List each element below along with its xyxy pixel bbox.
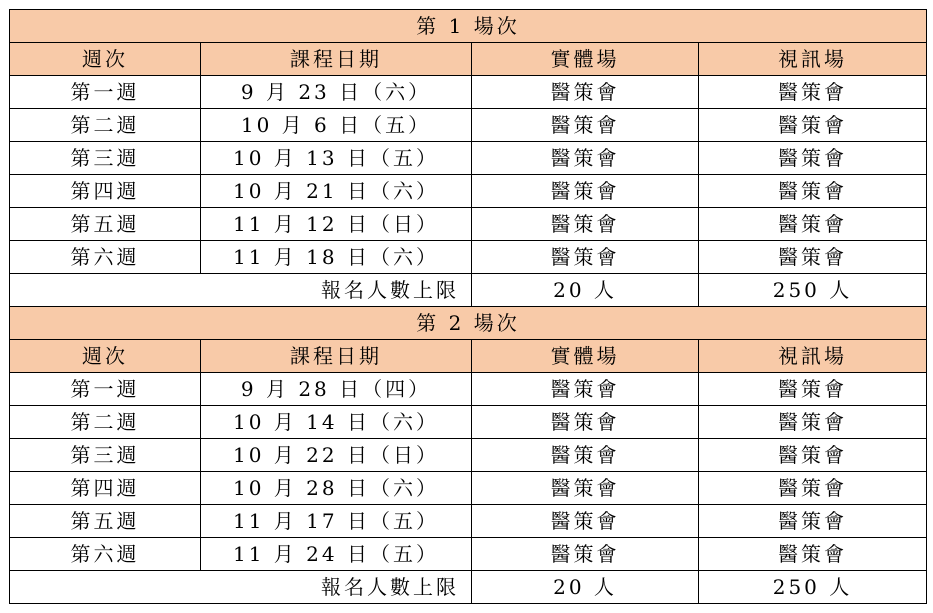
week-cell: 第五週 — [10, 505, 201, 538]
table-row — [10, 439, 927, 472]
video-venue-cell: 醫策會 — [699, 142, 927, 175]
week-cell: 第六週 — [10, 538, 201, 571]
video-venue-cell: 醫策會 — [699, 208, 927, 241]
table-row — [10, 538, 927, 571]
table-row — [10, 142, 927, 175]
header-physical: 實體場 — [472, 340, 699, 373]
column-header-row — [10, 43, 927, 76]
physical-limit-cell: 20 人 — [472, 571, 699, 604]
week-cell: 第六週 — [10, 241, 201, 274]
physical-venue-cell: 醫策會 — [472, 208, 699, 241]
enrollment-limit-label: 報名人數上限 — [10, 571, 472, 604]
week-cell: 第三週 — [10, 142, 201, 175]
video-venue-cell: 醫策會 — [699, 241, 927, 274]
table-row — [10, 472, 927, 505]
week-cell: 第一週 — [10, 76, 201, 109]
course-schedule-table — [9, 9, 927, 604]
header-video: 視訊場 — [699, 340, 927, 373]
physical-venue-cell: 醫策會 — [472, 538, 699, 571]
table-row — [10, 241, 927, 274]
date-cell: 11 月 12 日（日） — [201, 208, 472, 241]
table-row — [10, 109, 927, 142]
date-cell: 10 月 21 日（六） — [201, 175, 472, 208]
physical-venue-cell: 醫策會 — [472, 505, 699, 538]
header-week: 週次 — [10, 43, 201, 76]
date-cell: 10 月 22 日（日） — [201, 439, 472, 472]
header-physical: 實體場 — [472, 43, 699, 76]
week-cell: 第二週 — [10, 406, 201, 439]
video-limit-cell: 250 人 — [699, 274, 927, 307]
week-cell: 第四週 — [10, 472, 201, 505]
video-venue-cell: 醫策會 — [699, 505, 927, 538]
video-venue-cell: 醫策會 — [699, 373, 927, 406]
header-date: 課程日期 — [201, 43, 472, 76]
video-venue-cell: 醫策會 — [699, 538, 927, 571]
physical-venue-cell: 醫策會 — [472, 241, 699, 274]
session-title-row — [10, 307, 927, 340]
video-venue-cell: 醫策會 — [699, 472, 927, 505]
table-row — [10, 76, 927, 109]
date-cell: 11 月 18 日（六） — [201, 241, 472, 274]
physical-venue-cell: 醫策會 — [472, 439, 699, 472]
date-cell: 9 月 23 日（六） — [201, 76, 472, 109]
enrollment-limit-row — [10, 274, 927, 307]
date-cell: 10 月 14 日（六） — [201, 406, 472, 439]
table-row — [10, 406, 927, 439]
video-venue-cell: 醫策會 — [699, 406, 927, 439]
physical-venue-cell: 醫策會 — [472, 109, 699, 142]
date-cell: 11 月 17 日（五） — [201, 505, 472, 538]
header-week: 週次 — [10, 340, 201, 373]
week-cell: 第一週 — [10, 373, 201, 406]
video-limit-cell: 250 人 — [699, 571, 927, 604]
session-title-row — [10, 10, 927, 43]
table-row — [10, 373, 927, 406]
week-cell: 第五週 — [10, 208, 201, 241]
physical-venue-cell: 醫策會 — [472, 76, 699, 109]
enrollment-limit-label: 報名人數上限 — [10, 274, 472, 307]
header-date: 課程日期 — [201, 340, 472, 373]
physical-venue-cell: 醫策會 — [472, 142, 699, 175]
enrollment-limit-row — [10, 571, 927, 604]
video-venue-cell: 醫策會 — [699, 76, 927, 109]
date-cell: 10 月 28 日（六） — [201, 472, 472, 505]
column-header-row — [10, 340, 927, 373]
week-cell: 第四週 — [10, 175, 201, 208]
header-video: 視訊場 — [699, 43, 927, 76]
date-cell: 11 月 24 日（五） — [201, 538, 472, 571]
video-venue-cell: 醫策會 — [699, 175, 927, 208]
week-cell: 第三週 — [10, 439, 201, 472]
date-cell: 10 月 6 日（五） — [201, 109, 472, 142]
physical-venue-cell: 醫策會 — [472, 175, 699, 208]
video-venue-cell: 醫策會 — [699, 109, 927, 142]
physical-venue-cell: 醫策會 — [472, 472, 699, 505]
physical-venue-cell: 醫策會 — [472, 406, 699, 439]
table-row — [10, 505, 927, 538]
week-cell: 第二週 — [10, 109, 201, 142]
video-venue-cell: 醫策會 — [699, 439, 927, 472]
session-title: 第 2 場次 — [10, 307, 927, 340]
date-cell: 10 月 13 日（五） — [201, 142, 472, 175]
table-row — [10, 175, 927, 208]
session-title: 第 1 場次 — [10, 10, 927, 43]
physical-venue-cell: 醫策會 — [472, 373, 699, 406]
date-cell: 9 月 28 日（四） — [201, 373, 472, 406]
physical-limit-cell: 20 人 — [472, 274, 699, 307]
table-row — [10, 208, 927, 241]
